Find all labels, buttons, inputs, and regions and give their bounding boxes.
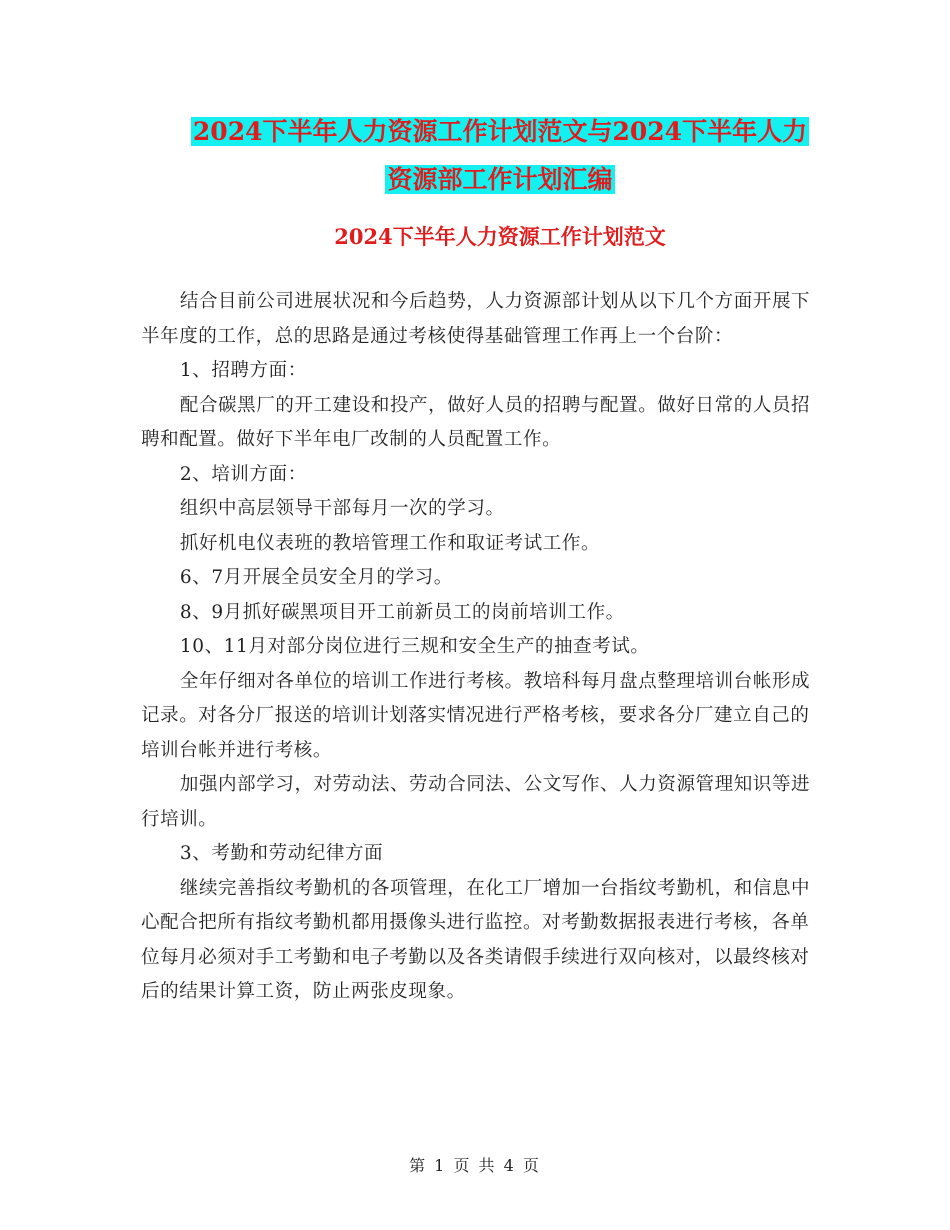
- paragraph-training-1: 组织中高层领导干部每月一次的学习。: [179, 498, 505, 519]
- section-title: 2024下半年人力资源工作计划范文: [334, 224, 666, 249]
- paragraph-attendance: 继续完善指纹考勤机的各项管理，在化工厂增加一台指纹考勤机，和信息中心配合把所有指纹考勤机都用摄像头进行监控。对考勤数据报表进行考核，各单位每月必须对手工考勤和电子考勤以及各类请假手续进行双向核对，以最终核对后的结果计算工资，防止两张皮现象。: [141, 877, 811, 1002]
- paragraph-training-7: 加强内部学习，对劳动法、劳动合同法、公文写作、人力资源管理知识等进行培训。: [141, 774, 811, 830]
- heading-training: 2、培训方面：: [179, 463, 307, 485]
- page-footer: 第 1 页 共 4 页: [409, 1156, 541, 1175]
- paragraph-training-4: 8、9月抓好碳黑项目开工前新员工的岗前培训工作。: [179, 601, 625, 623]
- document-title-line1: 2024下半年人力资源工作计划范文与2024下半年人力: [192, 117, 808, 146]
- document-body: [141, 285, 813, 1010]
- paragraph-recruitment: 配合碳黑厂的开工建设和投产，做好人员的招聘与配置。做好日常的人员招聘和配置。做好下半年电厂改制的人员配置工作。: [141, 394, 811, 450]
- paragraph-intro: 结合目前公司进展状况和今后趋势，人力资源部计划从以下几个方面开展下半年度的工作，总的思路是通过考核使得基础管理工作再上一个台阶：: [141, 291, 811, 347]
- heading-attendance: 3、考勤和劳动纪律方面: [179, 843, 384, 864]
- heading-recruitment: 1、招聘方面：: [179, 360, 307, 381]
- document-title: [120, 108, 880, 204]
- paragraph-training-2: 抓好机电仪表班的教培管理工作和取证考试工作。: [179, 532, 601, 554]
- paragraph-training-3: 6、7月开展全员安全月的学习。: [179, 567, 453, 588]
- paragraph-training-5: 10、11月对部分岗位进行三规和安全生产的抽查考试。: [179, 636, 650, 657]
- document-title-line2: 资源部工作计划汇编: [387, 165, 613, 194]
- paragraph-training-6: 全年仔细对各单位的培训工作进行考核。教培科每月盘点整理培训台帐形成记录。对各分厂报送的培训计划落实情况进行严格考核，要求各分厂建立自己的培训台帐并进行考核。: [141, 670, 811, 761]
